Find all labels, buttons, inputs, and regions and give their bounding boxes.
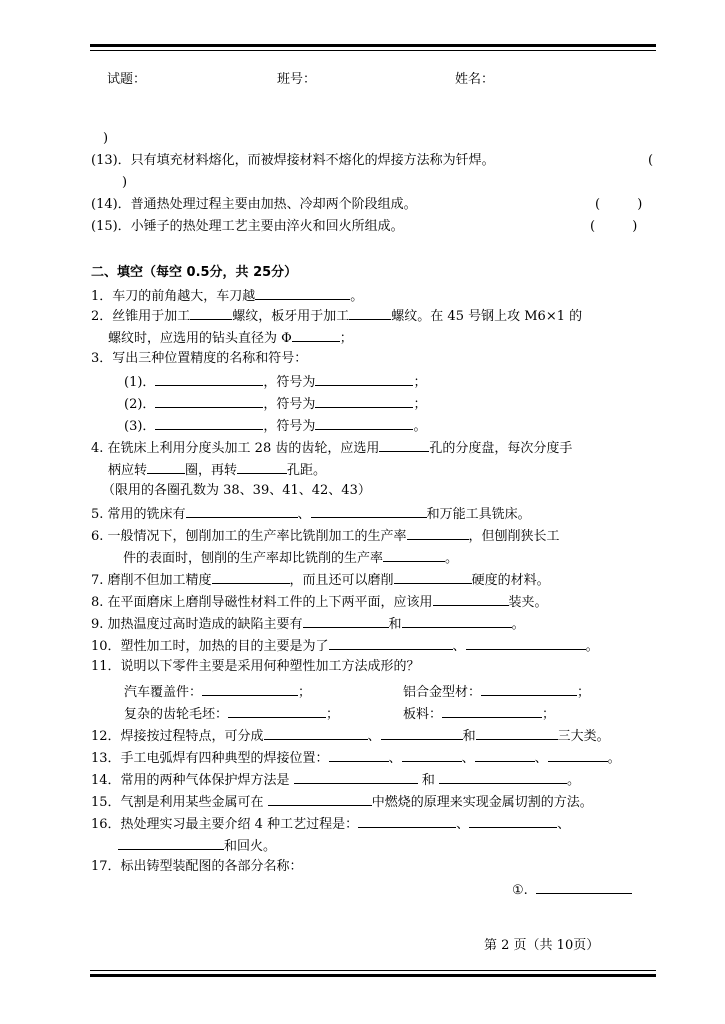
fill-q5: 5. 常用的铣床有 、 和万能工具铣床。	[91, 507, 531, 522]
top-rule-thin	[90, 50, 656, 51]
top-rule-thick	[90, 44, 656, 47]
fill-q13: 13．手工电弧焊有四种典型的焊接位置： 、 、 、 。	[91, 751, 621, 766]
fill-q11-c: 复杂的齿轮毛坯： ；	[124, 707, 340, 722]
fill-q10: 10．塑性加工时，加热的目的主要是为了 、 。	[91, 639, 599, 654]
blank[interactable]	[536, 881, 632, 894]
fill-q3-3: (3)． ，符号为 。	[124, 419, 427, 434]
blank[interactable]	[358, 815, 456, 828]
fill-q16: 16．热处理实习最主要介绍 4 种工艺过程是： 、 、	[91, 817, 571, 832]
bottom-rule-thin	[90, 970, 656, 971]
blank[interactable]	[155, 395, 263, 408]
fill-q12: 12．焊接按过程特点，可分成 、 和 三大类。	[91, 729, 610, 744]
fill-q15: 15．气割是利用某些金属可在 中燃烧的原理来实现金属切割的方法。	[91, 795, 593, 810]
fill-q2: 2．丝锥用于加工 螺纹，板牙用于加工 螺纹。在 45 号钢上攻 M6×1 的	[91, 309, 583, 324]
blank[interactable]	[475, 749, 535, 762]
fill-q14: 14．常用的两种气体保护焊方法是 和 。	[91, 773, 580, 788]
fill-q8: 8. 在平面磨床上磨削导磁性材料工件的上下两平面，应该用 装夹。	[91, 595, 548, 610]
blank[interactable]	[147, 461, 185, 474]
blank[interactable]	[118, 837, 224, 850]
blank[interactable]	[433, 593, 509, 606]
blank[interactable]	[407, 527, 469, 540]
fill-q4-cont: 柄应转 圈，再转 孔距。	[108, 463, 327, 478]
page-number: 第 2 页（共 10页）	[484, 938, 600, 953]
blank[interactable]	[311, 505, 427, 518]
fill-q17: 17．标出铸型装配图的各部分名称：	[91, 859, 303, 874]
fill-q4-note: （限用的各圈孔数为 38、39、41、42、43）	[102, 483, 371, 498]
judge-q15: (15)．小锤子的热处理工艺主要由淬火和回火所组成。	[91, 219, 404, 234]
blank[interactable]	[315, 417, 413, 430]
blank[interactable]	[268, 793, 372, 806]
blank[interactable]	[202, 683, 298, 696]
judge-q13: (13)．只有填充材料熔化，而被焊接材料不熔化的焊接方法称为钎焊。	[91, 153, 495, 168]
blank[interactable]	[292, 329, 340, 342]
fill-q11-d: 板料： ；	[403, 707, 556, 722]
blank[interactable]	[402, 749, 462, 762]
exam-label: 试题：	[107, 72, 147, 87]
blank[interactable]	[394, 571, 472, 584]
fill-q2-cont: 螺纹时，应选用的钻头直径为 Φ ；	[108, 331, 353, 346]
blank[interactable]	[155, 417, 263, 430]
blank[interactable]	[476, 727, 558, 740]
fill-q11: 11．说明以下零件主要是采用何种塑性加工方法成形的？	[91, 659, 420, 674]
blank[interactable]	[402, 615, 512, 628]
blank[interactable]	[255, 287, 350, 300]
blank[interactable]	[237, 461, 287, 474]
blank[interactable]	[155, 373, 263, 386]
blank[interactable]	[381, 727, 463, 740]
blank[interactable]	[315, 395, 413, 408]
fill-q4: 4. 在铣床上利用分度头加工 28 齿的齿轮，应选用 孔的分度盘，每次分度手	[91, 441, 573, 456]
blank[interactable]	[264, 727, 368, 740]
blank[interactable]	[315, 373, 413, 386]
blank[interactable]	[379, 439, 429, 452]
blank[interactable]	[469, 815, 557, 828]
name-label: 姓名：	[455, 72, 495, 87]
fill-q1: 1．车刀的前角越大，车刀越 。	[91, 289, 364, 304]
fill-q16-cont: 和回火。	[118, 837, 276, 855]
blank[interactable]	[190, 307, 232, 320]
blank[interactable]	[383, 549, 445, 562]
fill-q11-a: 汽车覆盖件： ；	[124, 685, 312, 700]
blank[interactable]	[212, 571, 290, 584]
blank[interactable]	[466, 637, 586, 650]
blank[interactable]	[294, 771, 418, 784]
fill-q6: 6. 一般情况下，刨削加工的生产率比铣削加工的生产率 ，但刨削狭长工	[91, 529, 560, 544]
judge-q14-paren: ( )	[595, 197, 643, 212]
fill-q11-b: 铝合金型材： ；	[403, 685, 591, 700]
fill-q3-2: (2)． ，符号为 ；	[124, 397, 427, 412]
blank[interactable]	[481, 683, 577, 696]
blank[interactable]	[442, 705, 542, 718]
prev-question-close: )	[103, 131, 109, 146]
judge-q13-open-paren: (	[648, 153, 654, 168]
section-title-fill-in: 二、填空（每空 0.5分，共 25分）	[91, 265, 298, 280]
fill-q7: 7. 磨削不但加工精度 ，而且还可以磨削 硬度的材料。	[91, 573, 550, 588]
judge-q15-paren: ( )	[590, 219, 638, 234]
class-label: 班号：	[277, 72, 317, 87]
fill-q6-cont: 件的表面时，刨削的生产率却比铣削的生产率 。	[123, 551, 459, 566]
blank[interactable]	[439, 771, 567, 784]
blank[interactable]	[303, 615, 389, 628]
fill-q3-1: (1)． ，符号为 ；	[124, 375, 427, 390]
bottom-rule-thick	[90, 974, 656, 977]
blank[interactable]	[329, 749, 389, 762]
blank[interactable]	[186, 505, 298, 518]
blank[interactable]	[228, 705, 326, 718]
blank[interactable]	[548, 749, 608, 762]
fill-q17-item-1: ①.	[512, 881, 632, 899]
judge-q13-close-paren: )	[122, 175, 128, 190]
fill-q9: 9. 加热温度过高时造成的缺陷主要有 和 。	[91, 617, 525, 632]
blank[interactable]	[349, 307, 391, 320]
judge-q14: (14)．普通热处理过程主要由加热、冷却两个阶段组成。	[91, 197, 417, 212]
fill-q3: 3．写出三种位置精度的名称和符号：	[91, 351, 308, 366]
blank[interactable]	[329, 637, 453, 650]
